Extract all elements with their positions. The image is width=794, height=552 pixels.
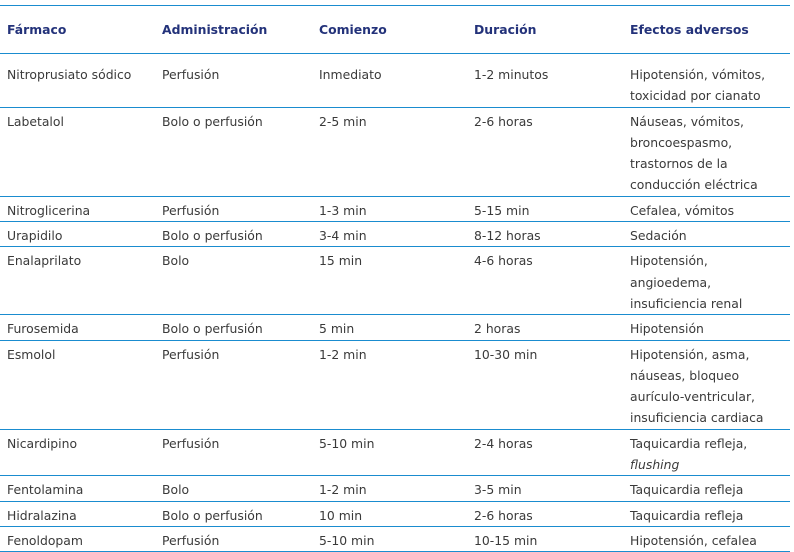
cell-duration: 3-5 min: [474, 482, 522, 498]
cell-adverse-effects: [623, 429, 790, 476]
cell-administration: Bolo o perfusión: [162, 507, 263, 523]
table-row: [0, 222, 790, 247]
cell-duration: 4-6 horas: [474, 253, 533, 269]
header-row: [0, 6, 790, 54]
header-onset: Comienzo: [319, 22, 387, 37]
cell-adverse-effects: [623, 315, 790, 340]
cell-adverse-effects: [623, 54, 790, 108]
cell-duration: 8-12 horas: [474, 228, 541, 244]
cell-duration: 2-4 horas: [474, 435, 533, 451]
cell-administration: Bolo o perfusión: [162, 321, 263, 337]
adverse-effect-line: Taquicardia refleja,: [630, 435, 748, 451]
cell-onset: 1-3 min: [319, 202, 367, 218]
cell-drug: Nitroprusiato sódico: [7, 67, 132, 82]
cell-adverse-effects: [623, 526, 790, 551]
cell-onset: 5 min: [319, 321, 355, 337]
cell-administration: Bolo o perfusión: [162, 113, 263, 129]
cell-administration: Perfusión: [162, 532, 220, 548]
table-header: [0, 6, 790, 54]
table-row: [0, 340, 790, 429]
cell-onset: 3-4 min: [319, 228, 367, 244]
cell-duration: 1-2 minutos: [474, 67, 549, 82]
cell-duration: 2 horas: [474, 321, 521, 337]
cell-drug: Nicardipino: [7, 435, 78, 451]
table-row: [0, 247, 790, 315]
cell-duration: 10-15 min: [474, 532, 538, 548]
table-row: [0, 501, 790, 526]
table-body: [0, 54, 790, 552]
table-row: [0, 526, 790, 551]
adverse-effect-line: Taquicardia refleja: [630, 482, 744, 498]
adverse-effect-line: conducción eléctrica: [630, 177, 758, 193]
cell-duration: 5-15 min: [474, 202, 530, 218]
adverse-effect-line: Hipotensión, asma,: [630, 346, 750, 362]
adverse-effect-line: Hipotensión,: [630, 253, 708, 269]
adverse-effect-line: aurículo-ventricular,: [630, 389, 755, 405]
adverse-effect-line: Hipotensión, cefalea: [630, 532, 757, 548]
cell-onset: 5-10 min: [319, 435, 375, 451]
adverse-effect-line: Taquicardia refleja: [630, 507, 744, 523]
adverse-effect-line: insuficiencia cardiaca: [630, 410, 764, 426]
cell-duration: 10-30 min: [474, 346, 538, 362]
cell-onset: 5-10 min: [319, 532, 375, 548]
cell-drug: Hidralazina: [7, 507, 77, 523]
adverse-effect-line: Hipotensión: [630, 321, 704, 337]
cell-drug: Esmolol: [7, 346, 56, 362]
adverse-effect-line: Cefalea, vómitos: [630, 202, 735, 218]
table-row: [0, 107, 790, 196]
adverse-effect-line: angioedema,: [630, 274, 712, 290]
header-administration: Administración: [162, 22, 268, 37]
cell-drug: Enalaprilato: [7, 253, 82, 269]
cell-drug: Fentolamina: [7, 482, 84, 498]
cell-adverse-effects: [623, 340, 790, 429]
cell-administration: Perfusión: [162, 202, 220, 218]
adverse-effect-line: trastornos de la: [630, 156, 728, 172]
drug-table-container: [0, 5, 790, 552]
cell-administration: Perfusión: [162, 435, 220, 451]
cell-drug: Labetalol: [7, 113, 64, 129]
table-row: [0, 429, 790, 476]
cell-administration: Bolo: [162, 482, 190, 498]
cell-administration: Bolo o perfusión: [162, 228, 263, 244]
cell-adverse-effects: [623, 196, 790, 221]
cell-administration: Perfusión: [162, 346, 220, 362]
adverse-effect-line: flushing: [630, 457, 680, 473]
cell-adverse-effects: [623, 247, 790, 315]
cell-onset: 10 min: [319, 507, 363, 523]
adverse-effect-line: insuficiencia renal: [630, 295, 743, 311]
adverse-effect-line: Sedación: [630, 228, 687, 244]
cell-administration: Bolo: [162, 253, 190, 269]
header-adverse-effects: Efectos adversos: [630, 22, 749, 37]
header-drug: Fármaco: [7, 22, 67, 37]
adverse-effect-line: náuseas, bloqueo: [630, 367, 740, 383]
cell-onset: 15 min: [319, 253, 363, 269]
cell-drug: Nitroglicerina: [7, 202, 91, 218]
table-row: [0, 315, 790, 340]
cell-drug: Fenoldopam: [7, 532, 83, 548]
adverse-effect-line: toxicidad por cianato: [630, 88, 761, 104]
table-row: [0, 54, 790, 108]
cell-drug: Furosemida: [7, 321, 79, 337]
cell-onset: 1-2 min: [319, 482, 367, 498]
table-row: [0, 476, 790, 501]
adverse-effect-line: broncoespasmo,: [630, 134, 733, 150]
adverse-effect-line: Náuseas, vómitos,: [630, 113, 744, 129]
drug-table: [0, 5, 790, 552]
table-row: [0, 196, 790, 221]
cell-adverse-effects: [623, 222, 790, 247]
cell-adverse-effects: [623, 107, 790, 196]
cell-drug: Urapidilo: [7, 228, 63, 244]
cell-administration: Perfusión: [162, 67, 220, 82]
cell-adverse-effects: [623, 476, 790, 501]
adverse-effect-line: Hipotensión, vómitos,: [630, 67, 766, 82]
cell-duration: 2-6 horas: [474, 507, 533, 523]
cell-onset: 2-5 min: [319, 113, 367, 129]
header-duration: Duración: [474, 22, 537, 37]
cell-onset: Inmediato: [319, 67, 382, 82]
cell-adverse-effects: [623, 501, 790, 526]
cell-onset: 1-2 min: [319, 346, 367, 362]
cell-duration: 2-6 horas: [474, 113, 533, 129]
